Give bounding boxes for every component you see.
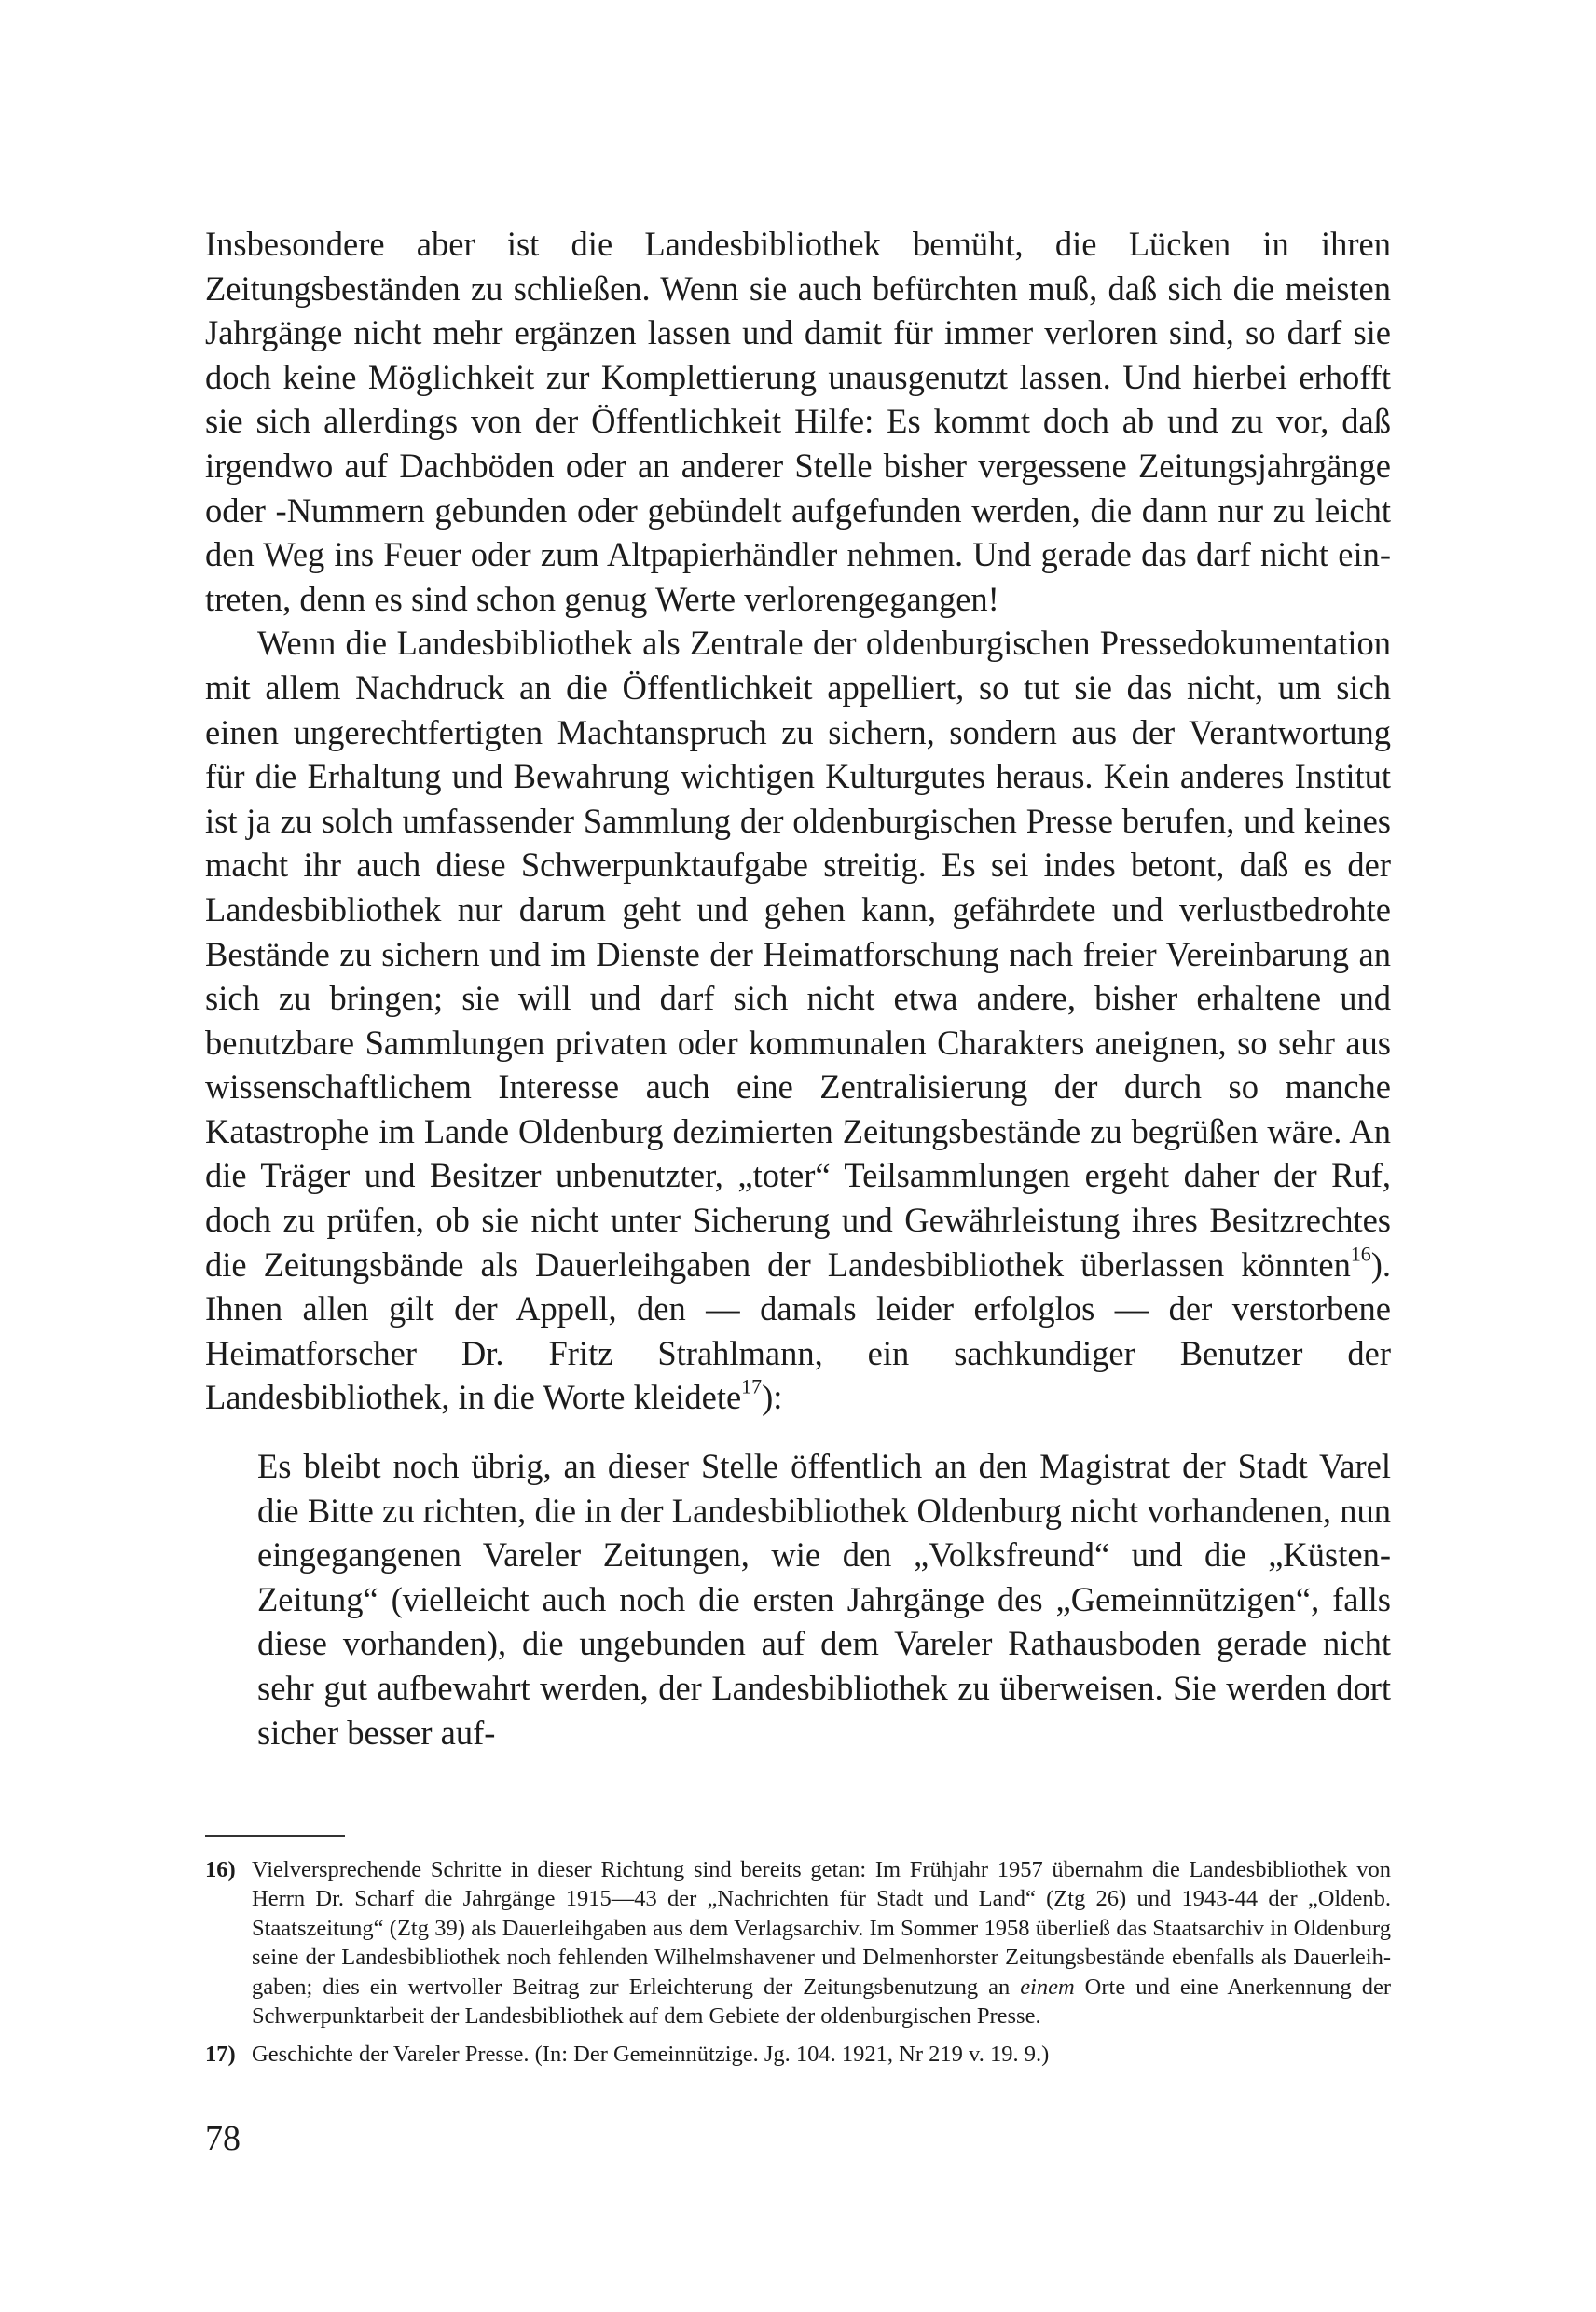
paragraph-2 xyxy=(205,621,1391,1420)
page-body xyxy=(205,222,1391,1755)
footnote-emphasis: einem xyxy=(1020,1974,1075,2000)
footnote-16 xyxy=(205,1855,1391,2030)
footnote-text-part: Vielversprechende Schritte in dieser Richtung sind bereits getan: Im Frühjahr 1957 übernahm die Landesbibliothek von Herrn Dr. Scharf die Jahrgänge 1915—43 der „Nachrichten für Stadt und Land“ (Ztg 26) und 1943-44 der „Oldenb. Staatszeitung“ (Ztg 39) als Dauerleihgaben aus dem Verlagsarchiv. Im Sommer 1958 überließ das Staatsarchiv in Oldenburg seine der Landesbibliothek noch fehlenden Wilhelmshavener und Delmenhorster Zeitungsbestände ebenfalls als Dauerleihgaben; dies ein wertvoller Beitrag zur Erleichterung der Zeitungsbenutzung an xyxy=(252,1857,1391,2000)
footnote-number: 16) xyxy=(205,1857,236,1882)
footnote-number: 17) xyxy=(205,2042,236,2068)
footnote-text-part: Orte und eine Anerkennung der Schwerpunktarbeit der Landesbibliothek auf dem Gebiete der oldenburgischen Presse. xyxy=(252,1974,1391,2030)
footnote-separator xyxy=(205,1835,345,1837)
footnote-17 xyxy=(205,2040,1391,2069)
page-number: 78 xyxy=(205,2119,241,2158)
block-quote-text: Es bleibt noch übrig, an dieser Stelle öffentlich an den Magistrat der Stadt Varel die Bitte zu richten, die in der Landesbibliothek Oldenburg nicht vorhandenen, nun eingegangenen Vareler Zeitungen, wie den „Volksfreund“ und die „Küsten-Zeitung“ (vielleicht auch noch die ersten Jahrgänge des „Gemeinnützigen“, falls diese vorhanden), die ungebunden auf dem Vareler Rathausboden gerade nicht sehr gut aufbewahrt werden, der Landesbibliothek zu überweisen. Sie werden dort sicher besser auf- xyxy=(257,1447,1391,1752)
footnote-ref-17: 17 xyxy=(741,1375,763,1399)
paragraph-2-mid: ). Ihnen allen gilt der Appell, den — damals leider erfolglos — der verstorbene Heimatforscher Dr. Fritz Strahlmann, ein sachkundiger Benutzer der Landesbibliothek, in die Worte kleidete xyxy=(205,1245,1391,1417)
block-quote xyxy=(205,1444,1391,1755)
footnote-text xyxy=(252,1855,1391,2030)
paragraph-2-text: Wenn die Landesbibliothek als Zentrale der oldenburgischen Pressedokumentation mit allem Nachdruck an die Öffentlichkeit appelliert, so tut sie das nicht, um sich einen ungerechtfertigten Machtanspruch zu sichern, sondern aus der Verantwortung für die Erhaltung und Bewahrung wichtigen Kulturgutes heraus. Kein anderes Institut ist ja zu solch umfassender Sammlung der oldenburgischen Presse berufen, und keines macht ihr auch diese Schwerpunktaufgabe streitig. Es sei indes betont, daß es der Landesbibliothek nur darum geht und gehen kann, gefährdete und verlustbedrohte Bestände zu sichern und im Dienste der Heimatforschung nach freier Vereinbarung an sich zu bringen; sie will und darf sich nicht etwa andere, bisher erhaltene und benutzbare Sammlungen privaten oder kommunalen Charakters aneignen, so sehr aus wissenschaftlichem Interesse auch eine Zentralisierung der durch so manche Katastrophe im Lande Oldenburg dezimierten Zeitungsbestände zu begrüßen wäre. An die Träger und Besitzer unbenutzter, „toter“ Teilsammlungen ergeht daher der Ruf, doch zu prüfen, ob sie nicht unter Sicherung und Gewährleistung ihres Besitzrechtes die Zeitungsbände als Dauerleihgaben der Landesbibliothek überlassen könnten xyxy=(205,624,1391,1284)
footnote-ref-16: 16 xyxy=(1350,1242,1371,1266)
paragraph-1: Insbesondere aber ist die Landesbibliothek bemüht, die Lücken in ihren Zeitungsbeständen zu schließen. Wenn sie auch befürchten muß, daß sich die meisten Jahrgänge nicht mehr ergänzen lassen und damit für immer verloren sind, so darf sie doch keine Möglichkeit zur Komplettierung unausgenutzt lassen. Und hierbei erhofft sie sich allerdings von der Öffentlichkeit Hilfe: Es kommt doch ab und zu vor, daß irgendwo auf Dachböden oder an anderer Stelle bisher vergessene Zeitungsjahrgänge oder -Nummern gebunden oder gebündelt aufgefunden werden, die dann nur zu leicht den Weg ins Feuer oder zum Altpapierhändler nehmen. Und gerade das darf nicht eintreten, denn es sind schon genug Werte verlorengegangen! xyxy=(205,225,1391,618)
paragraph-2-end: ): xyxy=(762,1378,783,1417)
footnote-text: Geschichte der Vareler Presse. (In: Der Gemeinnützige. Jg. 104. 1921, Nr 219 v. 19. 9.) xyxy=(252,2042,1050,2068)
footnotes xyxy=(205,1855,1391,2079)
